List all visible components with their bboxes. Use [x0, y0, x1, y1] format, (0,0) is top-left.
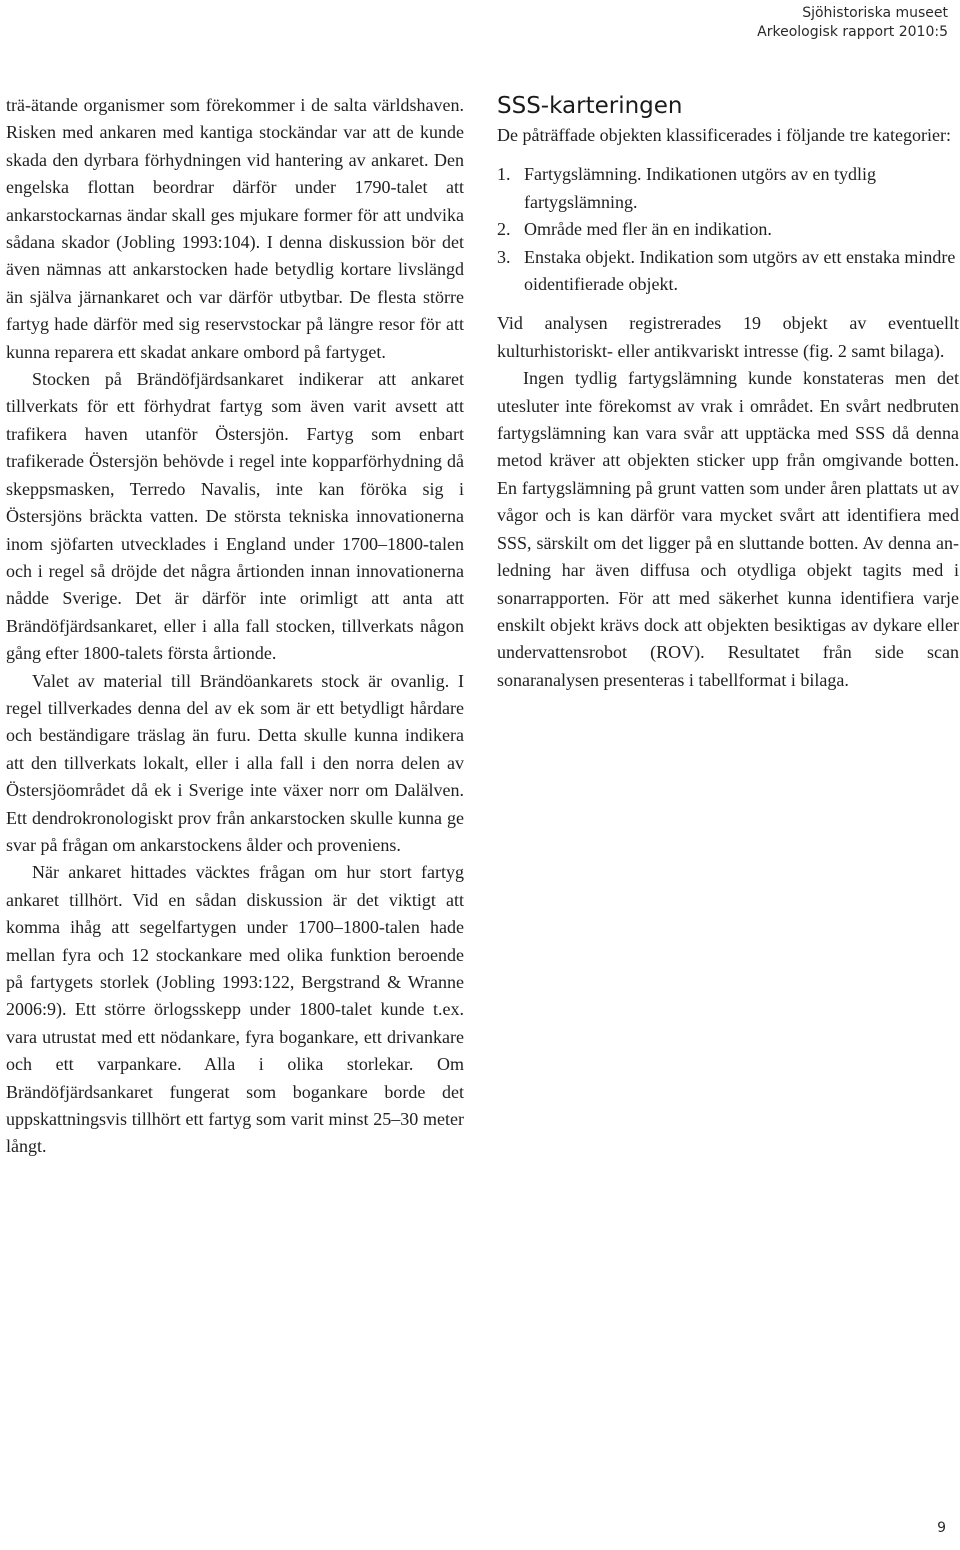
- list-item: [497, 244, 959, 299]
- page-number: 9: [937, 1520, 946, 1536]
- list-item: [497, 216, 959, 243]
- list-item-text: Fartygslämning. Indikationen utgörs av en tydlig fartygslämning.: [524, 164, 876, 212]
- right-column: [497, 92, 959, 694]
- running-header: [757, 4, 948, 42]
- section-heading: SSS-karteringen: [497, 93, 683, 119]
- list-item-number: 3.: [497, 246, 511, 267]
- body-paragraph: trä-ätande organismer som förekommer i de salta världshaven. Risken med ankaren med kantiga stockändar var att de kunde skada den dyrbara förhydningen vid hantering av ankaret. Den engelska flottan beordrar därför under 1790-talet att ankarstockarnas ändar skall ges mjukare former för att undvika sådana skador (Jobling 1993:104). I denna diskussion bör det även nämnas att ankarstocken hade betydlig kortare livslängd än själva järnankaret och var därför utbytbar. De flesta större fartyg hade därför med sig reservstockar på längre resor för att kunna reparera ett skadat ankare ombord på fartyget.: [6, 95, 464, 362]
- body-paragraph: Vid analysen registrerades 19 objekt av eventuellt kulturhistoriskt- eller antikvariskt intresse (fig. 2 samt bilaga).: [497, 313, 959, 361]
- list-item-number: 2.: [497, 219, 511, 240]
- section-intro: De påträffade objekten klassificerades i följande tre kategorier:: [497, 125, 951, 145]
- body-paragraph: Valet av material till Brändöankarets stock är ovanlig. I regel tillverkades denna del av ek som är ett betydligt hårdare och beständigare träslag än furu. Detta skulle kunna indikera att den tillverkats lokalt, eller i alla fall i den norra delen av Östersjöområdet då ek i Sverige inte växer norr om Dalälven. Ett dendrokronologiskt prov från ankarstocken skulle kunna ge svar på frågan om ankarstockens ålder och proveniens.: [6, 670, 464, 855]
- list-item-text: Område med fler än en indikation.: [524, 219, 772, 240]
- category-list: [497, 161, 959, 298]
- left-column: [6, 92, 464, 1161]
- header-report-id: Arkeologisk rapport 2010:5: [757, 24, 948, 40]
- body-paragraph: Ingen tydlig fartygslämning kunde konstateras men det utesluter inte förekomst av vrak i området. En svårt nedbruten fartygslämning kan vara svår att upptäcka med SSS då denna metod kräver att objekten sticker upp från omgivande botten. En fartygslämning på grunt vatten som under åren plattats ut av vågor och is kan därför vara mycket svårt att identifiera med SSS, särskilt om det ligger på en sluttande botten. Av denna anledning har även diffusa och otydliga objekt tagits med i sonarrapporten. För att med säkerhet kunna identifiera varje enskilt objekt krävs dock att objekten besiktigas av dykare eller undervattensrobot (ROV). Resultatet från side scan sonaranalysen presenteras i tabellformat i bilaga.: [497, 368, 959, 690]
- list-item: [497, 161, 959, 216]
- list-item-number: 1.: [497, 164, 511, 185]
- body-paragraph: Stocken på Brändöfjärdsankaret indikerar att ankaret tillverkats för ett förhydrat fartyg som även varit avsett att trafikera haven utanför Östersjön. Fartyg som enbart trafikerade Östersjön behövde i regel inte kopparförhydning då skeppsmasken, Terredo Navalis, inte kan föröka sig i Östersjöns bräckta vatten. De största tekniska innovationerna inom sjöfarten utvecklades i England under 1700–1800-talen och i regel så dröjde det några årtionden innan innovationerna nådde Sverige. Det är därför inte orimligt att anta att Brändöfjärdsankaret, eller i alla fall stocken, tillverkats någon gång efter 1800-talets första årtionde.: [6, 369, 464, 664]
- header-museum-name: Sjöhistoriska museet: [802, 5, 948, 21]
- body-paragraph: När ankaret hittades väcktes frågan om hur stort fartyg ankaret tillhört. Vid en sådan diskussion är det viktigt att komma ihåg att segelfartygen under 1700–1800-talen hade mellan fyra och 12 stockankare med olika funktion beroende på fartygets storlek (Jobling 1993:122, Bergstrand & Wranne 2006:9). Ett större örlogsskepp under 1800-talet kunde t.ex. vara utrustat med ett nödankare, fyra bogankare, ett drivankare och ett varpankare. Alla i olika storlekar. Om Brändöfjärdsankaret fungerat som bogankare borde det uppskattningsvis tillhört ett fartyg som varit minst 25–30 meter långt.: [6, 862, 464, 1157]
- list-item-text: Enstaka objekt. Indikation som utgörs av ett enstaka mindre oidentifierade objekt.: [524, 246, 956, 295]
